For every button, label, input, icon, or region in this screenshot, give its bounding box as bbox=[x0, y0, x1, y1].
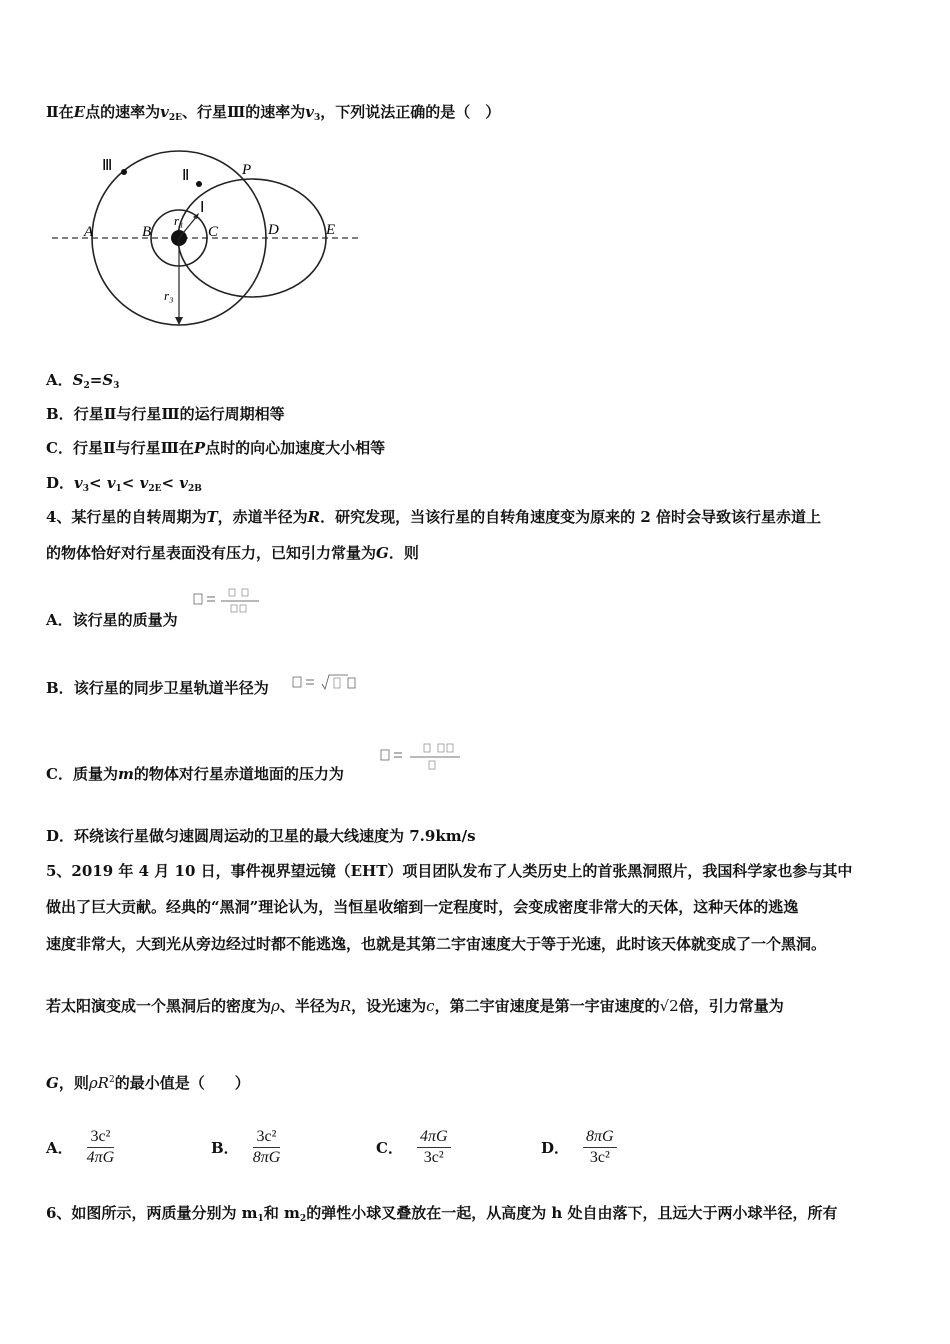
q4-line2: 的物体恰好对行星表面没有压力，已知引力常量为G．则 bbox=[46, 544, 419, 562]
q4-line1: 4、某行星的自转周期为T，赤道半径为R．研究发现，当该行星的自转角速度变为原来的 2 倍时会导致该行星赤道上 bbox=[46, 508, 821, 526]
label-II: Ⅱ bbox=[182, 168, 190, 184]
q5-line5: G，则$\rho R^2$的最小值是（ ） bbox=[46, 1074, 250, 1092]
q5-line2: 做出了巨大贡献。经典的“黑洞”理论认为，当恒星收缩到一定程度时，会变成密度非常大的天体，这种天体的逃逸 bbox=[46, 898, 799, 916]
label-D: D bbox=[268, 222, 279, 238]
formula-b-image bbox=[292, 672, 362, 696]
q5-line3: 速度非常大，大到光从旁边经过时都不能逃逸，也就是其第二宇宙速度大于等于光速，此时该天体就变成了一个黑洞。 bbox=[46, 935, 827, 953]
q3-option-d[interactable]: D．$v_3< v_1< v_{2E}< v_{2B}$ bbox=[46, 474, 202, 494]
q5-option-c[interactable]: C． $\frac{4\pi G}{\text{3c²}}$ bbox=[376, 1122, 451, 1172]
label-r1: r₁ bbox=[174, 213, 184, 228]
label-III: Ⅲ bbox=[102, 158, 113, 174]
q4-option-b[interactable]: B．该行星的同步卫星轨道半径为 bbox=[46, 679, 269, 697]
intro-line: Ⅱ在E点的速率为$v_{2E}$、行星Ⅲ的速率为$v_3$，下列说法正确的是（ ） bbox=[46, 103, 501, 123]
q4-option-a[interactable]: A．该行星的质量为 bbox=[46, 611, 178, 629]
formula-c-image bbox=[380, 740, 464, 772]
q5-line1: 5、2019 年 4 月 10 日，事件视界望远镜（EHT）项目团队发布了人类历史上的首张黑洞照片，我国科学家也参与其中 bbox=[46, 862, 853, 880]
label-r3: r₃ bbox=[164, 288, 174, 303]
q4-option-d[interactable]: D．环绕该行星做匀速圆周运动的卫星的最大线速度为 7.9km/s bbox=[46, 827, 476, 845]
orbit-diagram bbox=[46, 148, 366, 328]
label-A: A bbox=[84, 224, 94, 240]
q3-option-a[interactable]: A．$S_2=S_3$ bbox=[46, 371, 120, 391]
label-E: E bbox=[326, 222, 336, 238]
label-P: P bbox=[242, 162, 252, 178]
q5-option-d[interactable]: D． $\frac{8\pi G}{\text{3c²}}$ bbox=[541, 1122, 617, 1172]
q5-options bbox=[46, 1122, 666, 1172]
q3-option-b[interactable]: B．行星Ⅱ与行星Ⅲ的运行周期相等 bbox=[46, 405, 285, 423]
q6-line1: 6、如图所示，两质量分别为 $m_1$和 $m_2$的弹性小球叉叠放在一起，从高度为 h 处自由落下，且远大于两小球半径，所有 bbox=[46, 1204, 838, 1224]
formula-a-image bbox=[193, 585, 265, 617]
label-I: Ⅰ bbox=[200, 200, 205, 216]
q5-option-b[interactable]: B． $\frac{\text{3c²}}{8\pi G}$ bbox=[211, 1127, 281, 1166]
q3-option-c[interactable]: C．行星Ⅱ与行星Ⅲ在P点时的向心加速度大小相等 bbox=[46, 439, 386, 457]
q5-line4: 若太阳演变成一个黑洞后的密度为ρ、半径为R，设光速为c，第二宇宙速度是第一宇宙速度的√2倍，引力常量为 bbox=[46, 997, 784, 1015]
q4-option-c[interactable]: C．质量为m的物体对行星赤道地面的压力为 bbox=[46, 765, 344, 783]
q5-option-a[interactable]: A． $\frac{\text{3c²}}{4\pi G}$ bbox=[46, 1127, 115, 1166]
label-C: C bbox=[208, 224, 219, 240]
label-B: B bbox=[142, 224, 152, 240]
